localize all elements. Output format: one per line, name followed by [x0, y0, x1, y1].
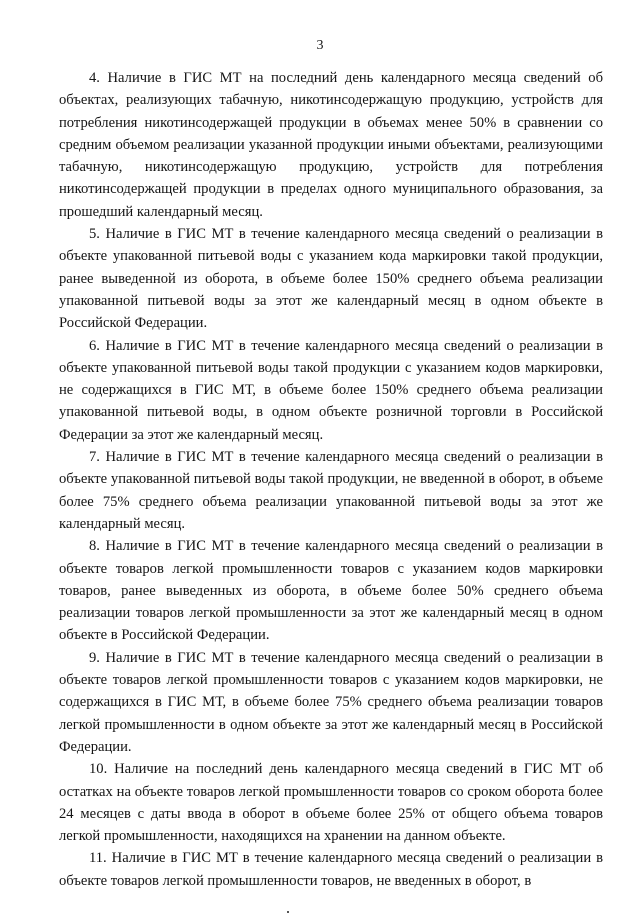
paragraph-item-10: 10. Наличие на последний день календарного месяца сведений в ГИС МТ об остатках на объекте товаров легкой промышленности товаров со сроком оборота более 24 месяцев с даты ввода в оборот в объеме более 25% от общего объема товаров легкой промышленности, находящихся на хранении на данном объекте.: [59, 761, 603, 845]
paragraph-item-9: 9. Наличие в ГИС МТ в течение календарного месяца сведений о реализации в объекте товаров легкой промышленности товаров с указанием кодов маркировки, не содержащихся в ГИС МТ, в объеме более 75% среднего объема реализации товаров легкой промышленности в одном объекте за этот же календарный месяц в Российской Федерации.: [59, 649, 603, 755]
paragraph-item-11: 11. Наличие в ГИС МТ в течение календарного месяца сведений о реализации в объекте товаров легкой промышленности товаров, не введенных в оборот, в: [59, 850, 603, 889]
paragraph-item-6: 6. Наличие в ГИС МТ в течение календарного месяца сведений о реализации в объекте упакованной питьевой воды такой продукции с указанием кодов маркировки, не содержащихся в ГИС МТ, в объеме более 150% среднего объема реализации упакованной питьевой воды, в одном объекте розничной торговли в Российской Федерации за этот же календарный месяц.: [59, 337, 603, 443]
paragraph-item-7: 7. Наличие в ГИС МТ в течение календарного месяца сведений о реализации в объекте упакованной питьевой воды такой продукции, не введенной в оборот, в объеме более 75% среднего объема реализации упакованной питьевой воды за этот же календарный месяц.: [59, 449, 603, 532]
document-body: [59, 67, 603, 892]
scan-dot-mark: [287, 911, 289, 913]
paragraph-item-5: 5. Наличие в ГИС МТ в течение календарного месяца сведений о реализации в объекте упакованной питьевой воды с указанием кода маркировки такой продукции, ранее выведенной из оборота, в объеме более 150% среднего объема реализации упакованной питьевой воды за этот же календарный месяц в одном объекте в Российской Федерации.: [59, 226, 603, 332]
paragraph-item-8: 8. Наличие в ГИС МТ в течение календарного месяца сведений о реализации в объекте товаров легкой промышленности товаров с указанием кодов маркировки товаров, ранее выведенных из оборота, в объеме более 50% среднего объема реализации товаров легкой промышленности за этот же календарный месяц в одном объекте в Российской Федерации.: [59, 538, 603, 644]
paragraph-item-4: 4. Наличие в ГИС МТ на последний день календарного месяца сведений об объектах, реализующих табачную, никотинсодержащую продукцию, устройств для потребления никотинсодержащей продукции в объемах менее 50% в сравнении со средним объемом реализации указанной продукции иными объектами, реализующими табачную, никотинсодержащую продукцию, устройств для потребления никотинсодержащей продукции в пределах одного муниципального образования, за прошедший календарный месяц.: [59, 70, 603, 220]
page-number: 3: [316, 38, 324, 53]
